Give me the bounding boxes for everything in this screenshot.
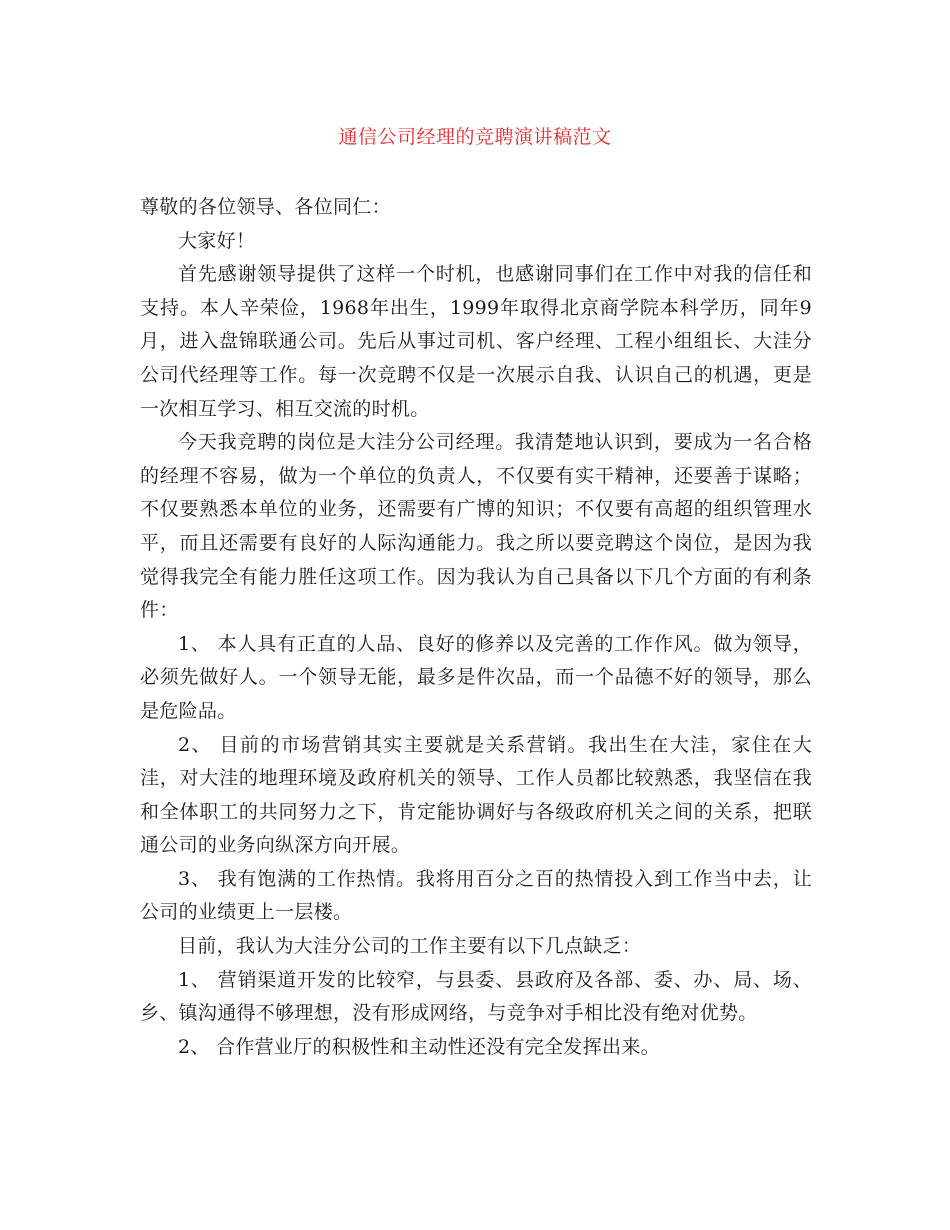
greeting-paragraph: 大家好！ [178, 229, 256, 252]
document-body [140, 191, 812, 1064]
shortcoming-1-paragraph: 1、 营销渠道开发的比较窄，与县委、县政府及各部、委、办、局、场、乡、镇沟通得不够理想，没有形成网络，与竞争对手相比没有绝对优势。 [140, 968, 812, 1025]
condition-1-paragraph: 1、 本人具有正直的人品、良好的修养以及完善的工作作风。做为领导，必须先做好人。一个领导无能，最多是件次品，而一个品德不好的领导，那么是危险品。 [140, 632, 812, 722]
position-paragraph: 今天我竞聘的岗位是大洼分公司经理。我清楚地认识到，要成为一名合格的经理不容易，做为一个单位的负责人，不仅要有实干精神，还要善于谋略；不仅要熟悉本单位的业务，还需要有广博的知识；不仅要有高超的组织管理水平，而且还需要有良好的人际沟通能力。我之所以要竞聘这个岗位，是因为我觉得我完全有能力胜任这项工作。因为我认为自己具备以下几个方面的有利条件： [140, 431, 812, 622]
shortcoming-2-paragraph: 2、 合作营业厅的积极性和主动性还没有完全发挥出来。 [178, 1035, 660, 1058]
condition-2-paragraph: 2、 目前的市场营销其实主要就是关系营销。我出生在大洼，家住在大洼，对大洼的地理环境及政府机关的领导、工作人员都比较熟悉，我坚信在我和全体职工的共同努力之下，肯定能协调好与各级政府机关之间的关系，把联通公司的业务向纵深方向开展。 [140, 733, 812, 857]
intro-paragraph: 首先感谢领导提供了这样一个时机，也感谢同事们在工作中对我的信任和支持。本人辛荣俭，1968年出生，1999年取得北京商学院本科学历，同年9月，进入盘锦联通公司。先后从事过司机、客户经理、工程小组组长、大洼分公司代经理等工作。每一次竞聘不仅是一次展示自我、认识自己的机遇，更是一次相互学习、相互交流的时机。 [140, 263, 812, 420]
condition-3-paragraph: 3、 我有饱满的工作热情。我将用百分之百的热情投入到工作当中去，让公司的业绩更上一层楼。 [140, 867, 812, 924]
document-title: 通信公司经理的竞聘演讲稿范文 [338, 126, 612, 148]
shortcomings-intro-paragraph: 目前，我认为大洼分公司的工作主要有以下几点缺乏： [178, 935, 642, 958]
salutation-paragraph: 尊敬的各位领导、各位同仁： [140, 196, 391, 218]
